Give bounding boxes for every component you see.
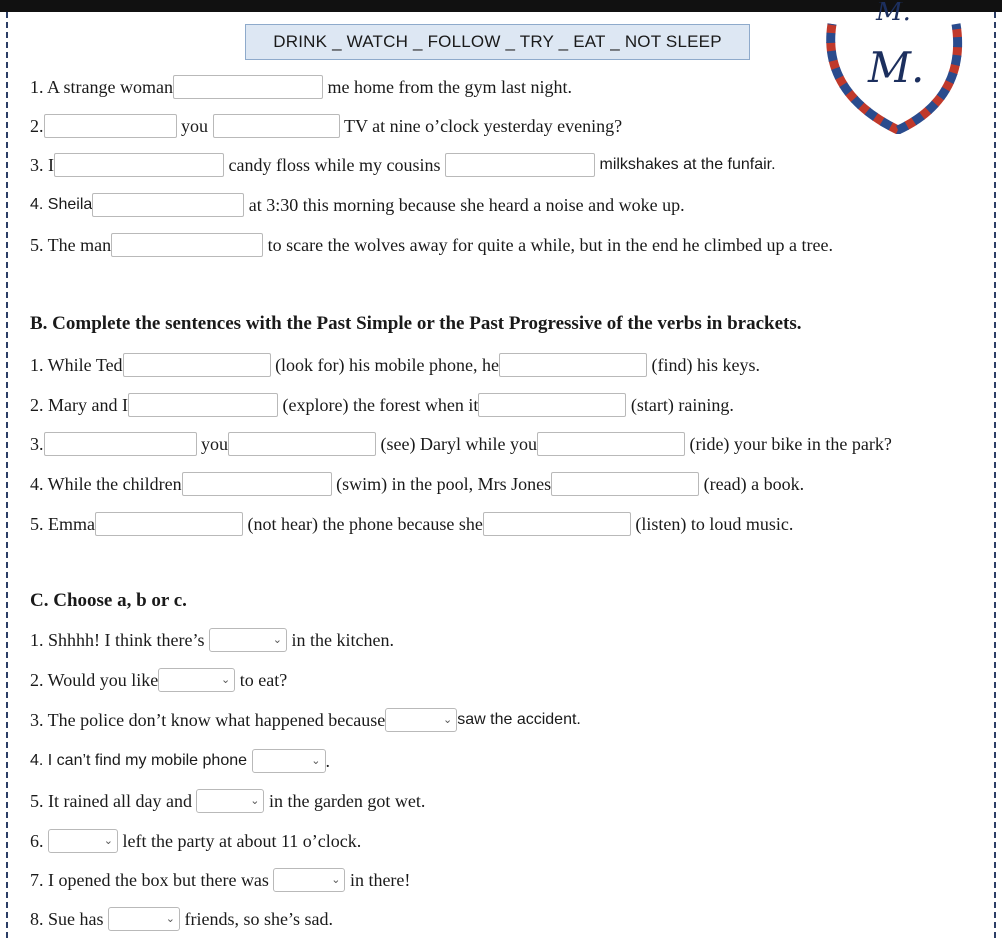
answer-dropdown[interactable] [158, 668, 235, 692]
c-item-5 [30, 785, 425, 813]
b1-c: (find) his keys. [651, 354, 761, 375]
a2-text: 2. [30, 115, 44, 136]
a5-text: 5. The man [30, 234, 112, 255]
logo-text-top: M. [876, 2, 911, 27]
b3-d: (ride) your bike in the park? [689, 433, 892, 454]
b3-b: you [201, 433, 228, 454]
monogram-logo [818, 2, 968, 134]
c-item-3 [30, 704, 581, 732]
answer-box[interactable] [445, 153, 595, 177]
a-item-4 [30, 189, 685, 217]
c4-a: 4. I can’t find my mobile phone [30, 751, 248, 769]
answer-box[interactable] [92, 193, 244, 217]
answer-dropdown[interactable] [108, 907, 180, 931]
page-border-left [6, 12, 8, 938]
b1-b: (look for) his mobile phone, he [275, 354, 500, 375]
word-bank: DRINK _ WATCH _ FOLLOW _ TRY _ EAT _ NOT SLEEP [245, 24, 750, 60]
a3-after: milkshakes at the funfair. [599, 155, 776, 173]
a4-text: 4. Sheila [30, 195, 93, 213]
page-border-right [994, 12, 996, 938]
a2-mid: you [181, 115, 208, 136]
b1-a: 1. While Ted [30, 354, 123, 375]
a4-after: at 3:30 this morning because she heard a noise and woke up. [248, 194, 685, 215]
logo-text: M. [868, 43, 925, 92]
c-item-7 [30, 864, 410, 892]
chevron-down-icon: ⌄ [311, 753, 321, 767]
b2-c: (start) raining. [630, 394, 734, 415]
answer-box[interactable] [551, 472, 699, 496]
c2-a: 2. Would you like [30, 669, 159, 690]
b-item-1 [30, 349, 760, 377]
a-item-3 [30, 149, 776, 177]
answer-box[interactable] [44, 432, 197, 456]
c-item-8 [30, 903, 333, 931]
chevron-down-icon: ⌄ [221, 672, 231, 686]
answer-box[interactable] [499, 353, 647, 377]
a-item-1 [30, 71, 572, 99]
c6-b: left the party at about 11 o’clock. [122, 830, 362, 851]
answer-box[interactable] [213, 114, 340, 138]
answer-box[interactable] [483, 512, 631, 536]
a3-text: 3. I [30, 154, 54, 175]
a-item-5 [30, 229, 833, 257]
b4-a: 4. While the children [30, 473, 182, 494]
c5-a: 5. It rained all day and [30, 790, 192, 811]
a5-after: to scare the wolves away for quite a while, but in the end he climbed up a tree. [267, 234, 833, 255]
b-item-4 [30, 468, 804, 496]
answer-dropdown[interactable] [48, 829, 118, 853]
c-item-6 [30, 825, 361, 853]
c4-b: . [325, 750, 331, 771]
chevron-down-icon: ⌄ [443, 712, 453, 726]
a1-text: 1. A strange woman [30, 76, 173, 97]
b-item-5 [30, 508, 793, 536]
answer-box[interactable] [478, 393, 626, 417]
answer-dropdown[interactable] [252, 749, 326, 773]
chevron-down-icon: ⌄ [165, 911, 175, 925]
answer-box[interactable] [95, 512, 243, 536]
c-item-4 [30, 745, 330, 773]
b5-b: (not hear) the phone because she [247, 513, 483, 534]
a-item-2 [30, 110, 622, 138]
chevron-down-icon: ⌄ [331, 872, 341, 886]
section-b-heading: B. Complete the sentences with the Past Simple or the Past Progressive of the verbs in brackets. [30, 313, 802, 334]
b5-a: 5. Emma [30, 513, 95, 534]
c1-b: in the kitchen. [291, 629, 394, 650]
section-c-heading: C. Choose a, b or c. [30, 590, 187, 611]
b-item-2 [30, 389, 734, 417]
answer-box[interactable] [111, 233, 263, 257]
answer-dropdown[interactable] [273, 868, 345, 892]
b2-a: 2. Mary and I [30, 394, 128, 415]
b5-c: (listen) to loud music. [635, 513, 794, 534]
c1-a: 1. Shhhh! I think there’s [30, 629, 205, 650]
c7-a: 7. I opened the box but there was [30, 869, 269, 890]
b3-a: 3. [30, 433, 44, 454]
chevron-down-icon: ⌄ [103, 833, 113, 847]
b4-c: (read) a book. [703, 473, 805, 494]
chevron-down-icon: ⌄ [250, 793, 260, 807]
b-item-3 [30, 428, 892, 456]
answer-box[interactable] [173, 75, 323, 99]
c8-b: friends, so she’s sad. [184, 908, 333, 929]
c7-b: in there! [349, 869, 411, 890]
answer-box[interactable] [228, 432, 376, 456]
answer-box[interactable] [128, 393, 278, 417]
answer-box[interactable] [537, 432, 685, 456]
answer-dropdown[interactable] [385, 708, 457, 732]
c5-b: in the garden got wet. [268, 790, 426, 811]
a3-mid: candy floss while my cousins [228, 154, 441, 175]
answer-box[interactable] [182, 472, 332, 496]
answer-box[interactable] [44, 114, 177, 138]
a2-after: TV at nine o’clock yesterday evening? [344, 115, 623, 136]
c3-b: saw the accident. [457, 710, 581, 728]
c-item-1 [30, 624, 394, 652]
c3-a: 3. The police don’t know what happened because [30, 709, 386, 730]
answer-box[interactable] [54, 153, 224, 177]
c-item-2 [30, 664, 287, 692]
answer-box[interactable] [123, 353, 271, 377]
answer-dropdown[interactable] [196, 789, 264, 813]
b3-c: (see) Daryl while you [380, 433, 537, 454]
c8-a: 8. Sue has [30, 908, 104, 929]
chevron-down-icon: ⌄ [272, 632, 282, 646]
b4-b: (swim) in the pool, Mrs Jones [336, 473, 552, 494]
c6-a: 6. [30, 830, 44, 851]
b2-b: (explore) the forest when it [282, 394, 479, 415]
c2-b: to eat? [239, 669, 288, 690]
a1-after: me home from the gym last night. [327, 76, 572, 97]
answer-dropdown[interactable] [209, 628, 287, 652]
